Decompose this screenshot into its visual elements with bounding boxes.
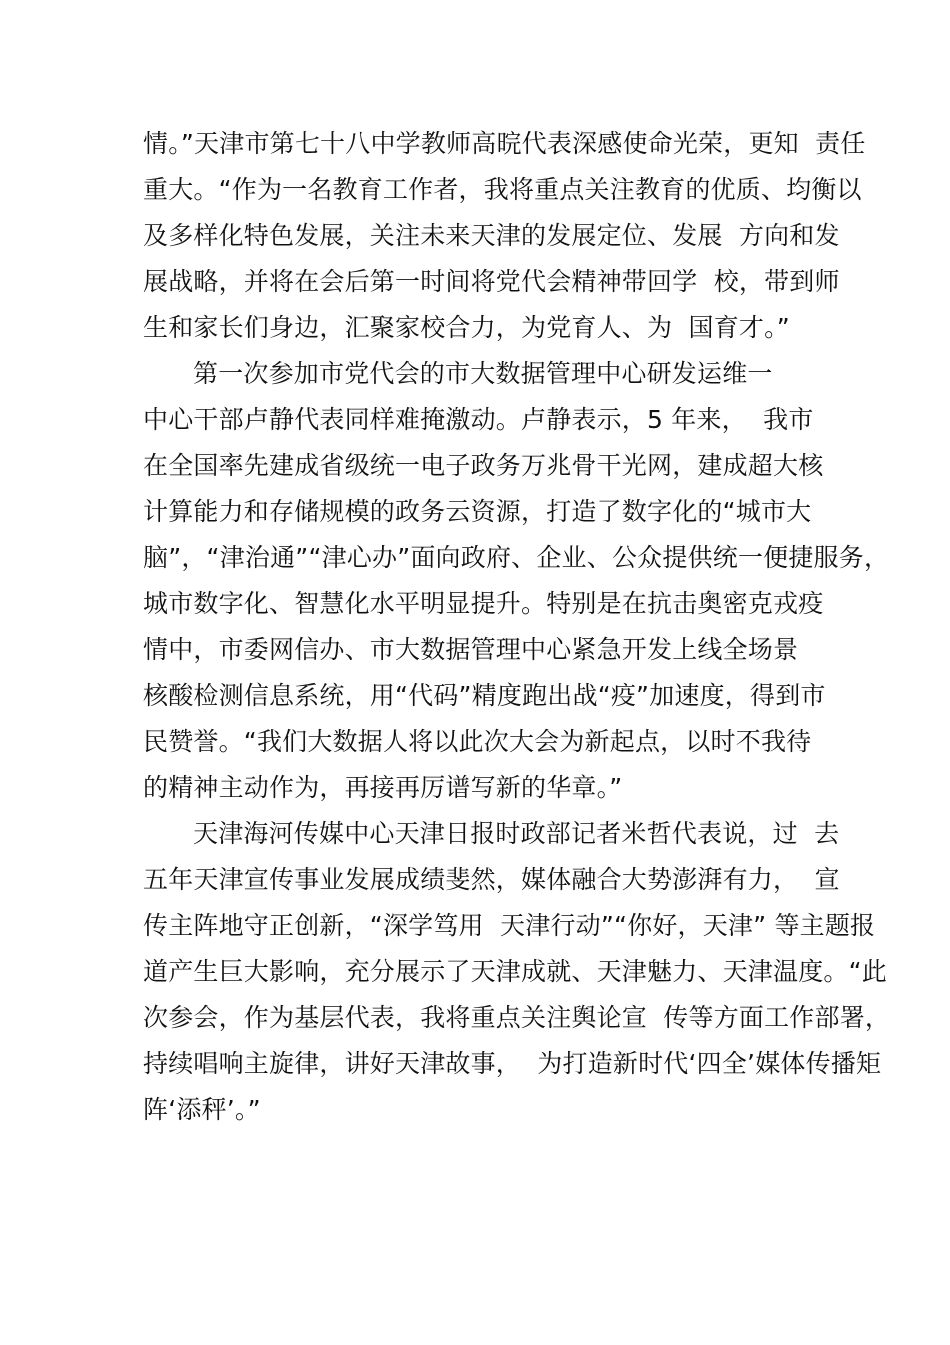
paragraph-line: 核酸检测信息系统，用“代码”精度跑出战“疫”加速度，得到市 [143,681,826,710]
paragraph-line: 生和家长们身边，汇聚家校合力，为党育人、为 国育才。” [143,313,790,342]
paragraph-line: 次参会，作为基层代表，我将重点关注舆论宣 传等方面工作部署， [143,1003,891,1032]
paragraph-line: 阵‘添秤’。” [143,1095,261,1124]
paragraph-line: 脑”，“津治通”“津心办”面向政府、企业、公众提供统一便捷服务， [143,543,890,572]
paragraph-line: 展战略，并将在会后第一时间将党代会精神带回学 校，带到师 [143,267,840,296]
paragraph-line: 的精神主动作为，再接再厉谱写新的华章。” [143,773,623,802]
paragraph-line: 城市数字化、智慧化水平明显提升。特别是在抗击奥密克戎疫 [143,589,824,618]
paragraph-line: 情。”天津市第七十八中学教师高晥代表深感使命光荣，更知 责任 [143,129,866,158]
paragraph-line: 持续唱响主旋律，讲好天津故事， 为打造新时代‘四全’媒体传播矩 [143,1049,882,1078]
paragraph-line: 重大。“作为一名教育工作者，我将重点关注教育的优质、均衡以 [143,175,862,204]
paragraph-line: 计算能力和存储规模的政务云资源，打造了数字化的“城市大 [143,497,812,526]
paragraph-first-line: 天津海河传媒中心天津日报时政部记者米哲代表说，过 去 [193,819,840,848]
paragraph-line: 五年天津宣传事业发展成绩斐然，媒体融合大势澎湃有力， 宣 [143,865,840,894]
paragraph-line: 及多样化特色发展，关注未来天津的发展定位、发展 方向和发 [143,221,840,250]
paragraph-line: 情中，市委网信办、市大数据管理中心紧急开发上线全场景 [143,635,799,664]
paragraph-first-line: 第一次参加市党代会的市大数据管理中心研发运维一 [193,359,773,388]
paragraph-line: 中心干部卢静代表同样难掩激动。卢静表示，5 年来， 我市 [143,405,814,434]
paragraph-line: 传主阵地守正创新，“深学笃用 天津行动”“你好，天津” 等主题报 [143,911,876,940]
paragraph-line: 在全国率先建成省级统一电子政务万兆骨干光网，建成超大核 [143,451,824,480]
paragraph-line: 民赞誉。“我们大数据人将以此次大会为新起点，以时不我待 [143,727,812,756]
paragraph-line: 道产生巨大影响，充分展示了天津成就、天津魅力、天津温度。“此 [143,957,887,986]
